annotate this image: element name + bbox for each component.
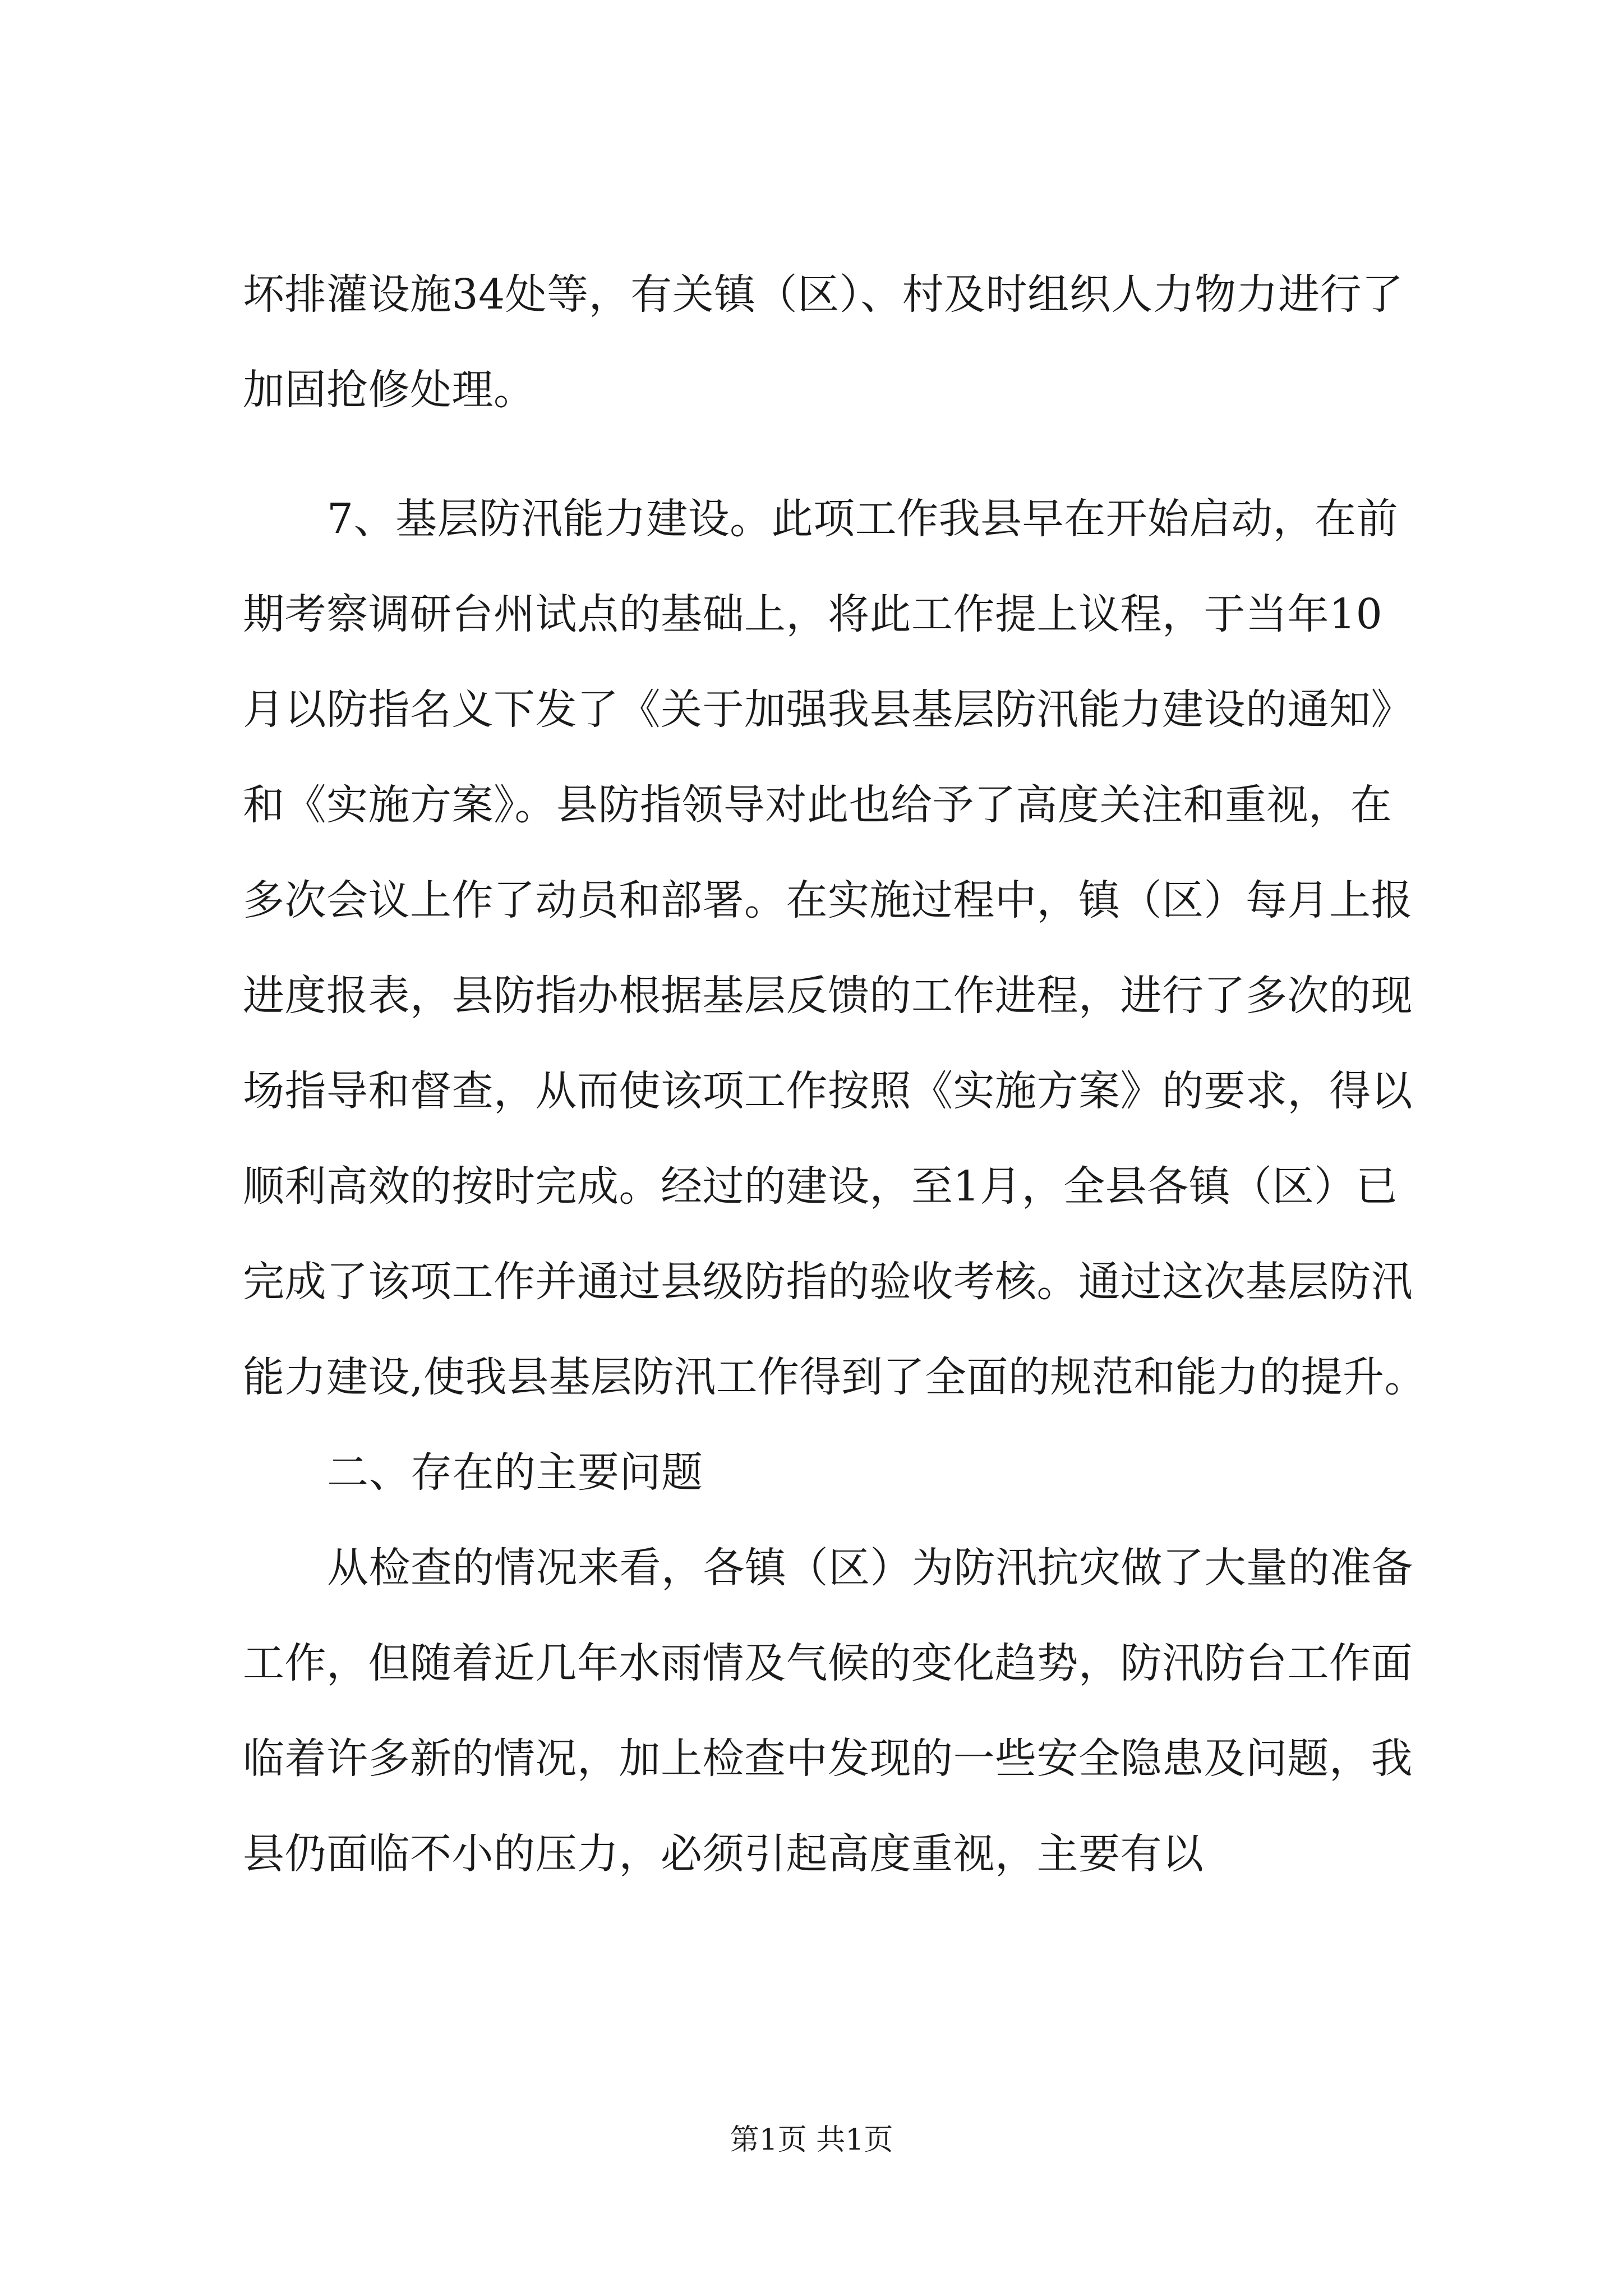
body-line: 加固抢修处理。 <box>243 366 536 414</box>
section-7-heading-line: 7、基层防汛能力建设。此项工作我县早在开始启动，在前 <box>327 495 1399 543</box>
page-number-footer: 第1页 共1页 <box>730 2123 893 2157</box>
body-line: 从检查的情况来看，各镇（区）为防汛抗灾做了大量的准备 <box>327 1544 1413 1592</box>
body-line: 月以防指名义下发了《关于加强我县基层防汛能力建设的通知》 <box>243 685 1413 734</box>
body-line: 坏排灌设施34处等，有关镇（区）、村及时组织人力物力进行了 <box>243 270 1404 319</box>
body-line: 多次会议上作了动员和部署。在实施过程中，镇（区）每月上报 <box>243 876 1413 924</box>
body-line: 县仍面临不小的压力，必须引起高度重视，主要有以 <box>243 1830 1204 1878</box>
body-line: 能力建设,使我县基层防汛工作得到了全面的规范和能力的提升。 <box>243 1353 1427 1401</box>
body-line: 工作，但随着近几年水雨情及气候的变化趋势，防汛防台工作面 <box>243 1639 1413 1687</box>
body-line: 完成了该项工作并通过县级防指的验收考核。通过这次基层防汛 <box>243 1258 1413 1306</box>
body-line: 和《实施方案》。县防指领导对此也给予了高度关注和重视，在 <box>243 781 1392 829</box>
body-line: 顺利高效的按时完成。经过的建设，至1月，全县各镇（区）已 <box>243 1162 1398 1211</box>
body-line: 场指导和督查，从而使该项工作按照《实施方案》的要求，得以 <box>243 1067 1413 1115</box>
body-line: 期考察调研台州试点的基础上，将此工作提上议程，于当年10 <box>243 590 1383 638</box>
body-line: 临着许多新的情况，加上检查中发现的一些安全隐患及问题，我 <box>243 1734 1413 1783</box>
section-heading: 二、存在的主要问题 <box>327 1448 703 1497</box>
body-line: 进度报表，县防指办根据基层反馈的工作进程，进行了多次的现 <box>243 972 1413 1020</box>
